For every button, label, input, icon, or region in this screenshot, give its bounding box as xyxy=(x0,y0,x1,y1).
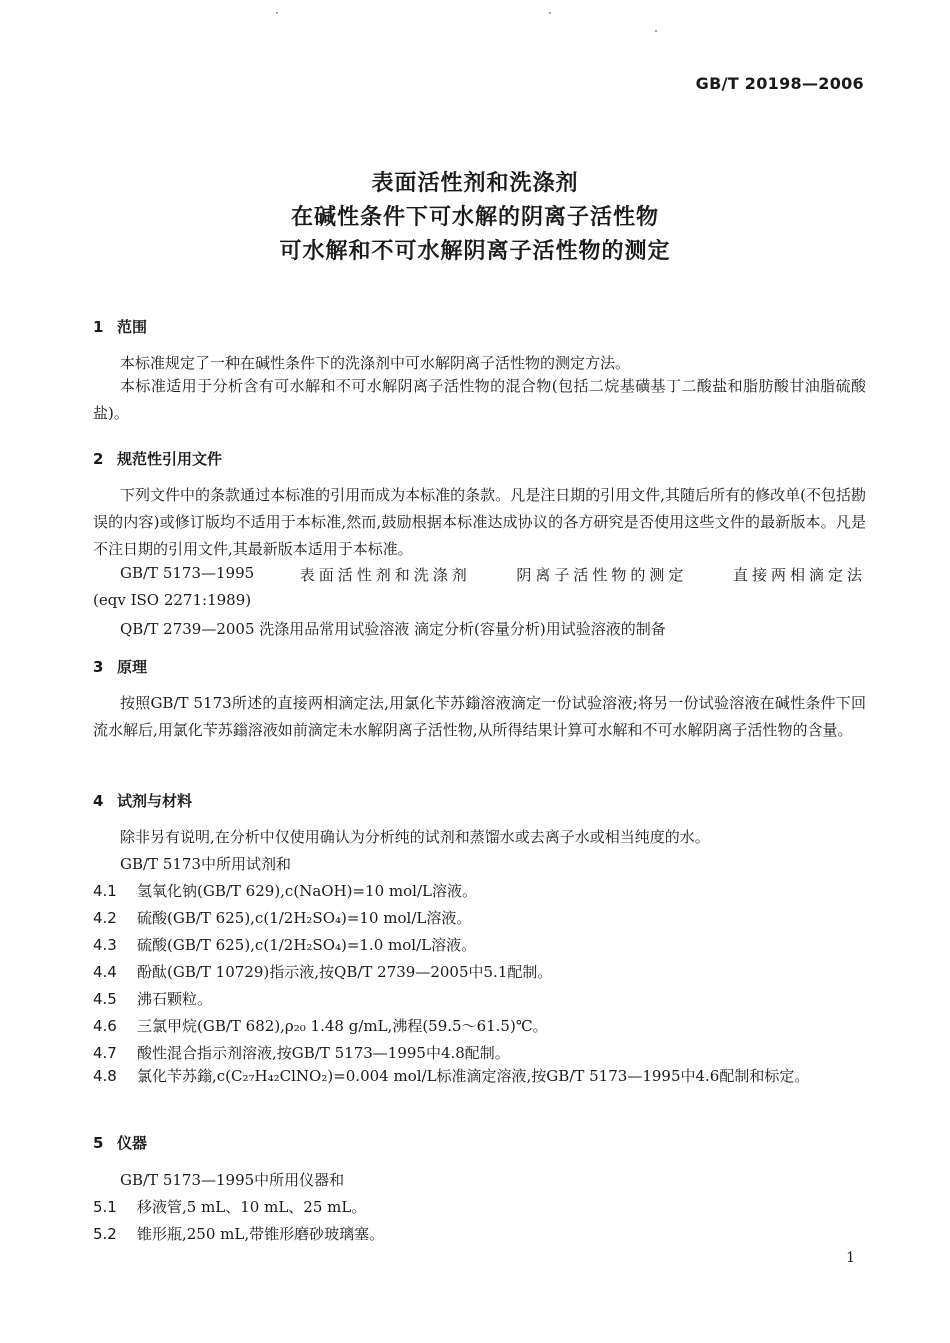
scan-speck xyxy=(549,12,551,14)
item-text: 硫酸(GB/T 625),c(1/2H₂SO₄)=1.0 mol/L溶液。 xyxy=(137,936,477,954)
item-number: 4.8 xyxy=(93,1067,117,1085)
section-1-paragraph-1: 本标准规定了一种在碱性条件下的洗涤剂中可水解阴离子活性物的测定方法。 xyxy=(120,354,631,372)
section-title: 仪器 xyxy=(117,1134,148,1152)
section-title: 试剂与材料 xyxy=(117,792,193,810)
section-number: 2 xyxy=(93,450,104,468)
item-text: 酚酞(GB/T 10729)指示液,按QB/T 2739—2005中5.1配制。 xyxy=(137,963,553,981)
title-line-1: 表面活性剂和洗涤剂 xyxy=(371,171,579,196)
item-text: 氯化苄苏鎓,c(C₂₇H₄₂ClNO₂)=0.004 mol/L标准滴定溶液,按GB/T 5173—1995中4.6配制和标定。 xyxy=(137,1067,810,1085)
section-number: 4 xyxy=(93,792,104,810)
list-item xyxy=(93,1223,384,1244)
list-item xyxy=(93,988,212,1009)
item-text: 氢氧化钠(GB/T 629),c(NaOH)=10 mol/L溶液。 xyxy=(137,882,477,900)
item-number: 4.6 xyxy=(93,1017,117,1035)
section-title: 原理 xyxy=(117,658,148,676)
normative-reference-1 xyxy=(120,564,866,585)
section-number: 5 xyxy=(93,1134,104,1152)
title-line-3: 可水解和不可水解阴离子活性物的测定 xyxy=(279,239,671,264)
reference-title-part: 表面活性剂和洗涤剂 xyxy=(299,566,471,584)
list-item xyxy=(93,1196,366,1217)
standard-code: GB/T 20198—2006 xyxy=(695,74,864,93)
normative-reference-2: QB/T 2739—2005 洗涤用品常用试验溶液 滴定分析(容量分析)用试验溶液的制备 xyxy=(120,620,666,638)
reference-code: GB/T 5173—1995 xyxy=(120,564,255,582)
item-text: 硫酸(GB/T 625),c(1/2H₂SO₄)=10 mol/L溶液。 xyxy=(137,909,472,927)
scan-speck xyxy=(276,12,278,14)
item-text: 酸性混合指示剂溶液,按GB/T 5173—1995中4.8配制。 xyxy=(137,1044,510,1062)
section-3-paragraph-1: 按照GB/T 5173所述的直接两相滴定法,用氯化苄苏鎓溶液滴定一份试验溶液;将另一份试验溶液在碱性条件下回流水解后,用氯化苄苏鎓溶液如前滴定未水解阴离子活性物,从所得结果计算可水解和不可水解阴离子活性物的含量。 xyxy=(93,694,866,739)
section-3-heading xyxy=(93,656,147,677)
item-number: 4.3 xyxy=(93,936,117,954)
list-item xyxy=(93,1015,548,1036)
list-item xyxy=(93,880,477,901)
section-1-heading xyxy=(93,316,147,337)
section-title: 规范性引用文件 xyxy=(117,450,223,468)
section-5-heading xyxy=(93,1132,147,1153)
normative-reference-1-equivalence: (eqv ISO 2271:1989) xyxy=(93,591,252,609)
list-item xyxy=(93,934,476,955)
section-4-paragraph-1: 除非另有说明,在分析中仅使用确认为分析纯的试剂和蒸馏水或去离子水或相当纯度的水。 xyxy=(120,828,710,846)
title-line-2: 在碱性条件下可水解的阴离子活性物 xyxy=(290,205,659,230)
scan-speck xyxy=(655,30,657,32)
list-item xyxy=(93,907,471,928)
reference-title-part: 阴离子活性物的测定 xyxy=(516,566,688,584)
page-number: 1 xyxy=(846,1250,855,1266)
section-number: 3 xyxy=(93,658,104,676)
section-1-paragraph-2: 本标准适用于分析含有可水解和不可水解阴离子活性物的混合物(包括二烷基磺基丁二酸盐和脂肪酸甘油脂硫酸盐)。 xyxy=(93,377,866,422)
item-number: 5.2 xyxy=(93,1225,117,1243)
reference-title-part: 直接两相滴定法 xyxy=(732,566,866,584)
section-2-heading xyxy=(93,448,222,469)
list-item xyxy=(93,961,552,982)
item-text: 锥形瓶,250 mL,带锥形磨砂玻璃塞。 xyxy=(137,1225,385,1243)
item-text: 三氯甲烷(GB/T 682),ρ₂₀ 1.48 g/mL,沸程(59.5～61.5)℃。 xyxy=(137,1017,548,1035)
item-number: 4.7 xyxy=(93,1044,117,1062)
list-item xyxy=(93,1042,510,1063)
item-number: 4.2 xyxy=(93,909,117,927)
item-number: 4.5 xyxy=(93,990,117,1008)
section-5-paragraph-1: GB/T 5173—1995中所用仪器和 xyxy=(120,1171,345,1189)
item-number: 5.1 xyxy=(93,1198,117,1216)
item-text: 移液管,5 mL、10 mL、25 mL。 xyxy=(137,1198,367,1216)
section-2-paragraph-1: 下列文件中的条款通过本标准的引用而成为本标准的条款。凡是注日期的引用文件,其随后所有的修改单(不包括勘误的内容)或修订版均不适用于本标准,然而,鼓励根据本标准达成协议的各方研究是否使用这些文件的最新版本。凡是不注日期的引用文件,其最新版本适用于本标准。 xyxy=(93,486,866,558)
section-4-paragraph-2: GB/T 5173中所用试剂和 xyxy=(120,855,292,873)
section-4-heading xyxy=(93,790,192,811)
item-number: 4.4 xyxy=(93,963,117,981)
item-number: 4.1 xyxy=(93,882,117,900)
item-text: 沸石颗粒。 xyxy=(137,990,213,1008)
list-item xyxy=(93,1063,866,1090)
section-title: 范围 xyxy=(117,318,148,336)
section-number: 1 xyxy=(93,318,104,336)
